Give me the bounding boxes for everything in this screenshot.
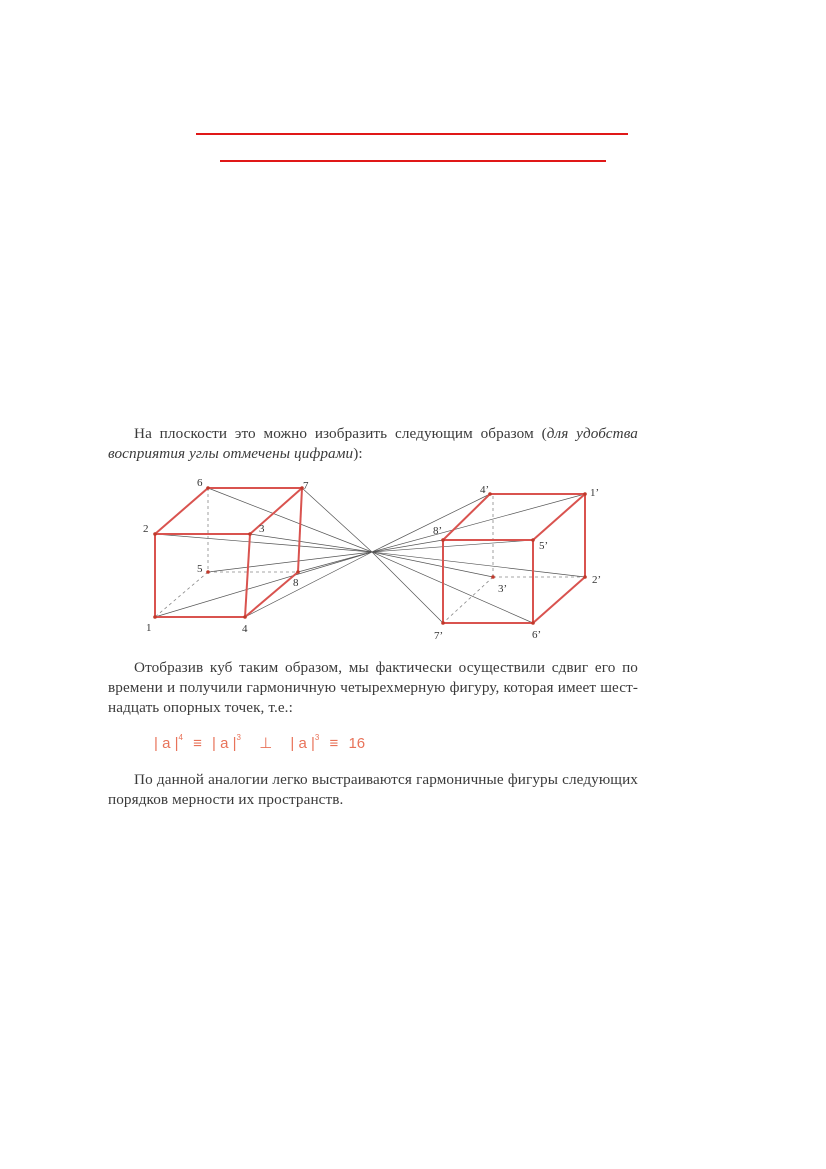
para2-line-1: Отобразив куб таким образом, мы фактически осуществили сдвиг его по <box>134 659 638 676</box>
formula-exp-1: 4 <box>178 733 183 742</box>
formula-exp-2: 3 <box>236 733 241 742</box>
vertex-label: 1 <box>146 622 152 634</box>
intro-text: На плоскости это можно изобразить следующим образом ( <box>134 425 547 442</box>
formula-equiv-1: ≡ <box>193 735 202 752</box>
para3-line-1: По данной аналогии легко выстраиваются гармоничные фигуры следующих <box>134 771 638 788</box>
projection-rays <box>155 488 585 623</box>
vertex-label: 6’ <box>532 629 542 641</box>
vertex-label: 2’ <box>592 574 602 586</box>
intro-tail: ): <box>353 445 363 462</box>
para2-line-2: времени и получили гармоничную четырехмерную фигуру, которая имеет шест- <box>108 679 638 696</box>
vertex-label: 7’ <box>434 630 444 642</box>
vertex-label: 2 <box>143 523 149 535</box>
intro-italic-1: для удобства <box>546 425 638 442</box>
formula-term-2: | a | <box>212 735 237 752</box>
formula <box>154 733 365 752</box>
vertex-label: 4 <box>242 623 248 635</box>
vertex-label: 1’ <box>590 487 600 499</box>
vertex-label: 5 <box>197 563 203 575</box>
vertex-label: 3 <box>259 523 265 535</box>
vertex-label: 8’ <box>433 525 443 537</box>
vertex-label: 4’ <box>480 484 490 496</box>
left-cube <box>155 488 302 617</box>
vertex-label: 3’ <box>498 583 508 595</box>
vertex-label: 5’ <box>539 540 549 552</box>
right-cube-labels <box>433 484 601 642</box>
body-paragraph-3 <box>108 770 638 810</box>
vertex-dots <box>153 486 587 625</box>
intro-italic-2: восприятия углы отмечены цифрами <box>108 445 354 462</box>
vertex-label: 8 <box>293 577 299 589</box>
vertex-label: 6 <box>197 477 203 489</box>
formula-perp: ⊥ <box>259 735 273 752</box>
formula-term-3: | a | <box>290 735 315 752</box>
para3-line-2: порядков мерности их пространств. <box>108 791 344 808</box>
formula-term-1: | a | <box>154 735 179 752</box>
formula-equiv-2: ≡ <box>329 735 339 752</box>
hidden-edges <box>155 488 585 623</box>
formula-exp-3: 3 <box>314 733 320 742</box>
body-paragraph-2 <box>108 658 638 718</box>
vertex-label: 7 <box>303 480 309 492</box>
formula-result: 16 <box>348 735 366 752</box>
para2-line-3: надцать опорных точек, т.е.: <box>108 699 293 716</box>
left-cube-labels <box>143 477 309 635</box>
